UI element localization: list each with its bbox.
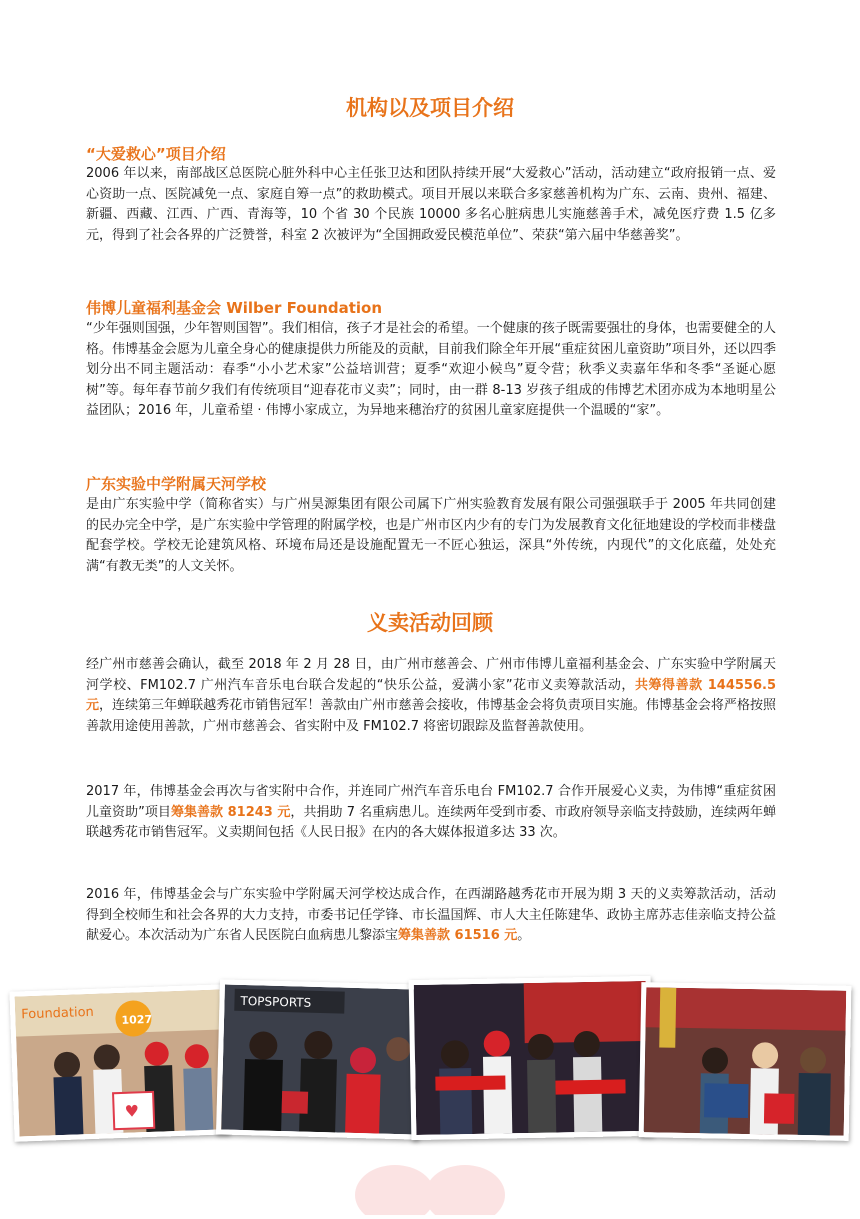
decorative-heart-shape: [300, 1150, 560, 1215]
event-photo-4: [639, 982, 852, 1141]
text-2017-before: 2017 年，伟博基金会再次与省实附中合作，并连同广州汽车音乐电台 FM102.7 合作开展爱心义卖，为伟博“重症贫困儿童资助”项目: [86, 784, 776, 820]
paragraph-dajiu-project: 2006 年以来，南部战区总医院心脏外科中心主任张卫达和团队持续开展“大爱救心”活动，活动建立“政府报销一点、爱心资助一点、医院减免一点、家庭自筹一点”的救助模式。项目开展以来联合多家慈善机构为广东、云南、贵州、福建、新疆、西藏、江西、广西、青海等，10 个省 30 个民族 10000 多名心脏病患儿实施慈善手术，减免医疗费 1.5 亿多元，得到了社会各界的广泛赞誉，科室 2 次被评为“全国拥政爱民模范单位”、荣获“第六届中华慈善奖”。: [86, 166, 776, 243]
text-2017-after: ，共捐助 7 名重病患儿。连续两年受到市委、市政府领导亲临支持鼓励，连续两年蝉联越秀花市销售冠军。义卖期间包括《人民日报》在内的各大媒体报道多达 33 次。: [86, 804, 776, 840]
heading-dajiu-project: “大爱救心”项目介绍: [86, 145, 226, 163]
paragraph-wilber-foundation: “少年强则国强，少年智则国智”。我们相信，孩子才是社会的希望。一个健康的孩子既需要强壮的身体，也需要健全的人格。伟博基金会愿为儿童全身心的健康提供力所能及的贡献，目前我们除全年开展“重症贫困儿童资助”项目外，还以四季划分出不同主题活动：春季“小小艺术家”公益培训营；夏季“欢迎小候鸟”夏令营；秋季义卖嘉年华和冬季“圣诞心愿树”等。每年春节前夕我们有传统项目“迎春花市义卖”；同时，由一群 8-13 岁孩子组成的伟博艺术团亦成为本地明星公益团队；2016 年，儿童希望 · 伟博小家成立，为异地来穗治疗的贫困儿童家庭提供一个温暖的“家”。: [86, 321, 776, 418]
paragraph-2017-sale: [86, 782, 776, 844]
paragraph-tianhe-school: 是由广东实验中学（简称省实）与广州昊源集团有限公司属下广州实验教育发展有限公司强强联手于 2005 年共同创建的民办完全中学，是广东实验中学管理的附属学校，也是广州市区内少有的专门为发展教育文化征地建设的学校而非楼盘配套学校。学校无论建筑风格、环境布局还是设施配置无一不匠心独运，深具“外传统，内现代”的文化底蕴，处处充满“有教无类”的人文关怀。: [86, 497, 776, 574]
section-title-charity-sale-review: 义卖活动回顾: [367, 611, 493, 635]
event-photo-2: [216, 979, 422, 1139]
section-title-introduction: 机构以及项目介绍: [346, 96, 514, 120]
heading-wilber-foundation: 伟博儿童福利基金会 Wilber Foundation: [86, 299, 383, 317]
highlight-2017-amount: 筹集善款 81243 元: [170, 804, 291, 820]
event-photo-1: [9, 984, 229, 1141]
photo-strip: [12, 978, 852, 1148]
highlight-2016-amount: 筹集善款 61516 元: [398, 928, 518, 943]
svg-text:♥: ♥: [124, 1101, 140, 1121]
heading-tianhe-school: 广东实验中学附属天河学校: [86, 475, 267, 493]
text-2016-before: 2016 年，伟博基金会与广东实验中学附属天河学校达成合作，在西湖路越秀花市开展为期 3 天的义卖筹款活动，活动得到全校师生和社会各界的大力支持，市委书记任学锋、市长温国辉、市人大主任陈建华、政协主席苏志佳亲临支持公益献爱心。本次活动为广东省人民医院白血病患儿黎添宝: [86, 887, 776, 943]
foundation-banner-text: Foundation: [20, 1004, 95, 1023]
text-2016-after: 。: [517, 928, 531, 943]
text-2018-before: 经广州市慈善会确认，截至 2018 年 2 月 28 日，由广州市慈善会、广州市伟博儿童福利基金会、广东实验中学附属天河学校、FM102.7 广州汽车音乐电台联合发起的“快乐公益，爱满小家”花市义卖筹款活动，: [86, 657, 776, 693]
radio-badge-text: 1027: [121, 1012, 153, 1027]
event-photo-3: [409, 976, 654, 1140]
paragraph-2018-sale: [86, 655, 776, 737]
highlight-2018-amount: 共筹得善款 144556.5 元: [86, 677, 776, 713]
store-sign-text: TOPSPORTS: [240, 993, 312, 1010]
text-2018-after: ，连续第三年蝉联越秀花市销售冠军！善款由广州市慈善会接收，伟博基金会将负责项目实施。伟博基金会将严格按照善款用途使用善款，广州市慈善会、省实附中及 FM102.7 将密切跟踪及监督善款使用。: [86, 698, 776, 734]
paragraph-2016-sale: [86, 885, 776, 947]
